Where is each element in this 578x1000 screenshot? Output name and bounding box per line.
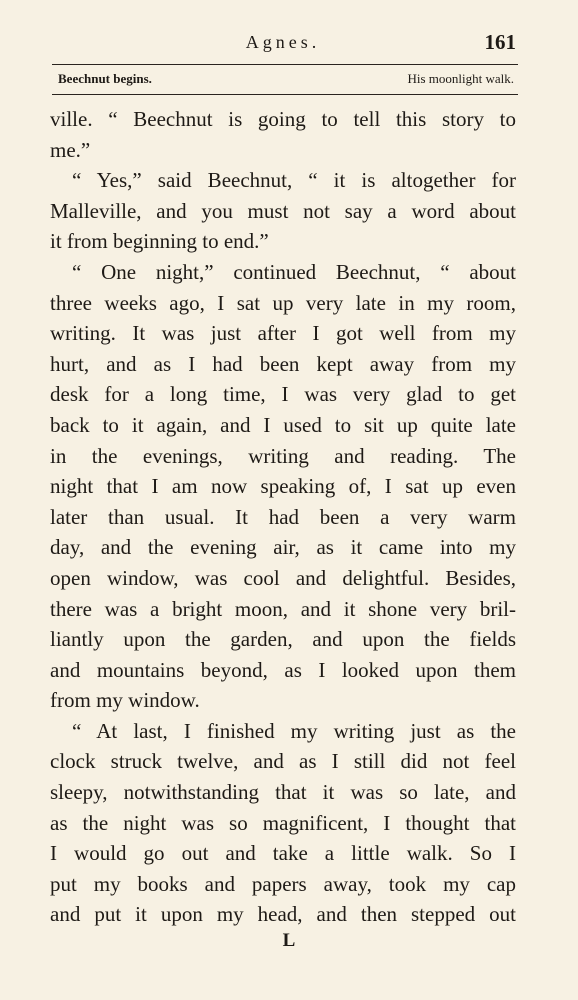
text-line: night that I am now speaking of, I sat up even (50, 474, 516, 499)
text-line: from my window. (50, 688, 200, 713)
text-line: Malleville, and you must not say a word about (50, 198, 516, 223)
subheader-left: Beechnut begins. (58, 71, 152, 86)
text-line: liantly upon the garden, and upon the fields (50, 627, 516, 652)
text-line: put my books and papers away, took my cap (50, 871, 516, 896)
text-line: clock struck twelve, and as I still did not feel (50, 749, 516, 774)
text-line: and mountains beyond, as I looked upon them (50, 657, 516, 682)
text-line: back to it again, and I used to sit up quite late (50, 412, 516, 437)
subheader-right: His moonlight walk. (407, 71, 514, 86)
text-line: “ One night,” continued Beechnut, “ about (72, 259, 516, 284)
running-head (50, 30, 516, 60)
subheader-rule (52, 94, 518, 95)
page-number: 161 (484, 30, 516, 54)
body-text (50, 104, 516, 930)
text-line: three weeks ago, I sat up very late in my room, (50, 290, 516, 315)
text-line: I would go out and take a little walk. So I (50, 841, 516, 866)
text-line: sleepy, notwithstanding that it was so late, and (50, 780, 516, 805)
text-line: “ Yes,” said Beechnut, “ it is altogether for (72, 168, 516, 193)
text-line: there was a bright moon, and it shone very bril- (50, 596, 516, 621)
text-line: and put it upon my head, and then stepped out (50, 902, 516, 927)
text-line: it from beginning to end.” (50, 229, 269, 254)
text-line: “ At last, I finished my writing just as the (72, 718, 516, 743)
section-subheader (58, 71, 514, 91)
text-line: in the evenings, writing and reading. The (50, 443, 516, 468)
header-rule (52, 64, 518, 65)
text-line: desk for a long time, I was very glad to get (50, 382, 516, 407)
text-line: as the night was so magnificent, I thought that (50, 810, 516, 835)
text-line: day, and the evening air, as it came into my (50, 535, 516, 560)
text-line: writing. It was just after I got well from my (50, 321, 516, 346)
text-line: ville. “ Beechnut is going to tell this story to (50, 107, 516, 131)
text-line: hurt, and as I had been kept away from my (50, 351, 516, 376)
text-line: open window, was cool and delightful. Besides, (50, 565, 516, 590)
text-line: me.” (50, 137, 91, 162)
text-line: later than usual. It had been a very warm (50, 504, 516, 529)
running-title: Agnes. (245, 32, 321, 52)
signature-mark: L (282, 930, 296, 951)
